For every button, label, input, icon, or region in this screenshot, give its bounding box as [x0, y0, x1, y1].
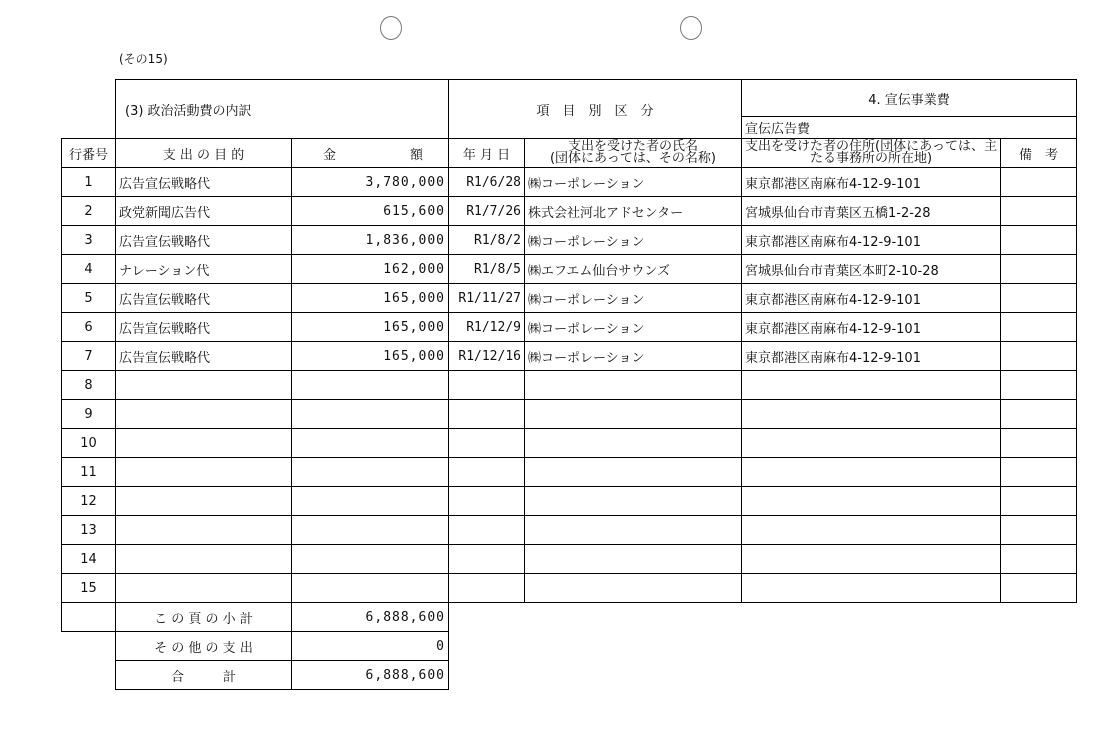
row-number: 12 [62, 487, 116, 516]
page-subtotal-amount: 6,888,600 [292, 603, 449, 632]
row-amount: 1,836,000 [292, 226, 449, 255]
row-address [742, 516, 1001, 545]
col-header-purpose: 支 出 の 目 的 [116, 139, 292, 168]
row-remarks [1000, 516, 1076, 545]
table-row [62, 284, 1077, 313]
row-purpose: 広告宣伝戦略代 [116, 226, 292, 255]
row-number: 10 [62, 429, 116, 458]
col-header-payee-line1: 支出を受けた者の氏名 [567, 139, 698, 154]
row-address [742, 400, 1001, 429]
row-amount: 165,000 [292, 342, 449, 371]
row-address: 東京都港区南麻布4-12-9-101 [742, 313, 1001, 342]
row-payee: ㈱エフエム仙台サウンズ [525, 255, 742, 284]
row-date: R1/6/28 [449, 168, 525, 197]
table-row [62, 226, 1077, 255]
table-row [62, 516, 1077, 545]
row-number: 4 [62, 255, 116, 284]
row-address: 東京都港区南麻布4-12-9-101 [742, 284, 1001, 313]
row-date: R1/8/5 [449, 255, 525, 284]
row-address [742, 487, 1001, 516]
row-amount [292, 545, 449, 574]
other-blank [62, 632, 116, 661]
row-payee: ㈱コーポレーション [525, 313, 742, 342]
row-number: 3 [62, 226, 116, 255]
row-date [449, 516, 525, 545]
row-purpose: 広告宣伝戦略代 [116, 168, 292, 197]
row-address [742, 458, 1001, 487]
row-number: 6 [62, 313, 116, 342]
row-remarks [1000, 400, 1076, 429]
grand-total-label: 合 計 [116, 661, 292, 690]
col-header-remarks: 備 考 [1000, 139, 1076, 168]
row-purpose: ナレーション代 [116, 255, 292, 284]
row-amount: 615,600 [292, 197, 449, 226]
row-date [449, 371, 525, 400]
table-row [62, 168, 1077, 197]
category-title-text: 項 目 別 区 分 [536, 103, 654, 119]
category-sub [742, 117, 1077, 139]
punch-hole-right [680, 16, 702, 40]
row-number: 7 [62, 342, 116, 371]
col-header-address-line2: たる事務所の所在地) [809, 151, 933, 166]
row-amount: 165,000 [292, 284, 449, 313]
row-payee: ㈱コーポレーション [525, 284, 742, 313]
row-purpose [116, 400, 292, 429]
row-address [742, 574, 1001, 603]
row-address: 東京都港区南麻布4-12-9-101 [742, 342, 1001, 371]
table-row [62, 545, 1077, 574]
subtotal-blank [62, 603, 116, 632]
row-purpose [116, 545, 292, 574]
table-row [62, 574, 1077, 603]
row-amount [292, 487, 449, 516]
table-row [62, 342, 1077, 371]
category-title [449, 80, 742, 139]
row-payee [525, 487, 742, 516]
row-remarks [1000, 342, 1076, 371]
col-header-date: 年 月 日 [449, 139, 525, 168]
row-payee [525, 516, 742, 545]
col-header-amount-b: 額 [409, 147, 423, 163]
table-row [62, 458, 1077, 487]
row-remarks [1000, 197, 1076, 226]
row-amount [292, 400, 449, 429]
row-amount: 3,780,000 [292, 168, 449, 197]
row-number: 2 [62, 197, 116, 226]
row-payee: ㈱コーポレーション [525, 226, 742, 255]
blank-after-other [449, 632, 1077, 661]
section-title [116, 80, 449, 139]
punch-hole-left [380, 16, 402, 40]
col-header-amount [292, 139, 449, 168]
row-number: 1 [62, 168, 116, 197]
row-purpose [116, 371, 292, 400]
row-amount [292, 574, 449, 603]
row-payee [525, 429, 742, 458]
page-subtotal-label: こ の 頁 の 小 計 [116, 603, 292, 632]
page-label: (その15) [119, 52, 168, 66]
blank-after-grand [449, 661, 1077, 690]
table-row [62, 400, 1077, 429]
row-payee: ㈱コーポレーション [525, 168, 742, 197]
row-address [742, 545, 1001, 574]
row-number: 5 [62, 284, 116, 313]
row-date [449, 429, 525, 458]
row-address [742, 429, 1001, 458]
row-number: 14 [62, 545, 116, 574]
table-row [62, 429, 1077, 458]
row-date: R1/7/26 [449, 197, 525, 226]
row-number: 15 [62, 574, 116, 603]
col-header-amount-a: 金 [323, 147, 337, 163]
category-main [742, 80, 1077, 117]
row-date [449, 487, 525, 516]
row-purpose: 広告宣伝戦略代 [116, 313, 292, 342]
table-row [62, 197, 1077, 226]
row-date: R1/8/2 [449, 226, 525, 255]
row-date [449, 400, 525, 429]
row-number: 13 [62, 516, 116, 545]
row-date [449, 458, 525, 487]
row-date: R1/12/16 [449, 342, 525, 371]
row-address: 宮城県仙台市青葉区五橋1-2-28 [742, 197, 1001, 226]
row-remarks [1000, 487, 1076, 516]
row-amount [292, 371, 449, 400]
table-row [62, 255, 1077, 284]
row-remarks [1000, 168, 1076, 197]
row-amount [292, 429, 449, 458]
row-date: R1/12/9 [449, 313, 525, 342]
grand-blank [62, 661, 116, 690]
row-payee [525, 400, 742, 429]
row-amount [292, 458, 449, 487]
col-header-address-line1: 支出を受けた者の住所(団体にあっては、主 [745, 139, 997, 154]
row-remarks [1000, 226, 1076, 255]
row-purpose [116, 574, 292, 603]
blank-corner-2 [62, 117, 116, 139]
row-purpose: 広告宣伝戦略代 [116, 284, 292, 313]
row-address [742, 371, 1001, 400]
expenditure-table [61, 79, 1077, 690]
row-number: 8 [62, 371, 116, 400]
section-title-text: (3) 政治活動費の内訳 [125, 103, 252, 119]
blank-corner [62, 80, 116, 117]
row-remarks [1000, 545, 1076, 574]
row-date [449, 574, 525, 603]
row-date [449, 545, 525, 574]
row-date: R1/11/27 [449, 284, 525, 313]
category-sub-text: 宣伝広告費 [745, 122, 811, 137]
row-remarks [1000, 255, 1076, 284]
grand-total-amount: 6,888,600 [292, 661, 449, 690]
row-purpose [116, 487, 292, 516]
row-remarks [1000, 313, 1076, 342]
category-main-text: 4. 宣伝事業費 [868, 92, 950, 108]
row-number: 11 [62, 458, 116, 487]
row-amount: 162,000 [292, 255, 449, 284]
row-remarks [1000, 458, 1076, 487]
row-amount [292, 516, 449, 545]
row-remarks [1000, 429, 1076, 458]
row-amount: 165,000 [292, 313, 449, 342]
other-expense-amount: 0 [292, 632, 449, 661]
col-header-payee-line2: (団体にあっては、その名称) [549, 151, 716, 166]
row-purpose [116, 458, 292, 487]
table-row [62, 487, 1077, 516]
row-purpose [116, 516, 292, 545]
row-address: 東京都港区南麻布4-12-9-101 [742, 168, 1001, 197]
row-purpose: 政党新聞広告代 [116, 197, 292, 226]
row-payee: 株式会社河北アドセンター [525, 197, 742, 226]
row-remarks [1000, 574, 1076, 603]
col-header-address [742, 139, 1001, 168]
row-number: 9 [62, 400, 116, 429]
table-row [62, 371, 1077, 400]
row-payee [525, 545, 742, 574]
row-address: 宮城県仙台市青葉区本町2-10-28 [742, 255, 1001, 284]
row-address: 東京都港区南麻布4-12-9-101 [742, 226, 1001, 255]
blank-after-subtotal [449, 603, 1077, 632]
row-payee [525, 574, 742, 603]
row-purpose [116, 429, 292, 458]
table-row [62, 313, 1077, 342]
other-expense-label: そ の 他 の 支 出 [116, 632, 292, 661]
col-header-row-no: 行番号 [62, 139, 116, 168]
row-remarks [1000, 371, 1076, 400]
row-payee: ㈱コーポレーション [525, 342, 742, 371]
col-header-payee [525, 139, 742, 168]
row-purpose: 広告宣伝戦略代 [116, 342, 292, 371]
row-remarks [1000, 284, 1076, 313]
row-payee [525, 371, 742, 400]
row-payee [525, 458, 742, 487]
